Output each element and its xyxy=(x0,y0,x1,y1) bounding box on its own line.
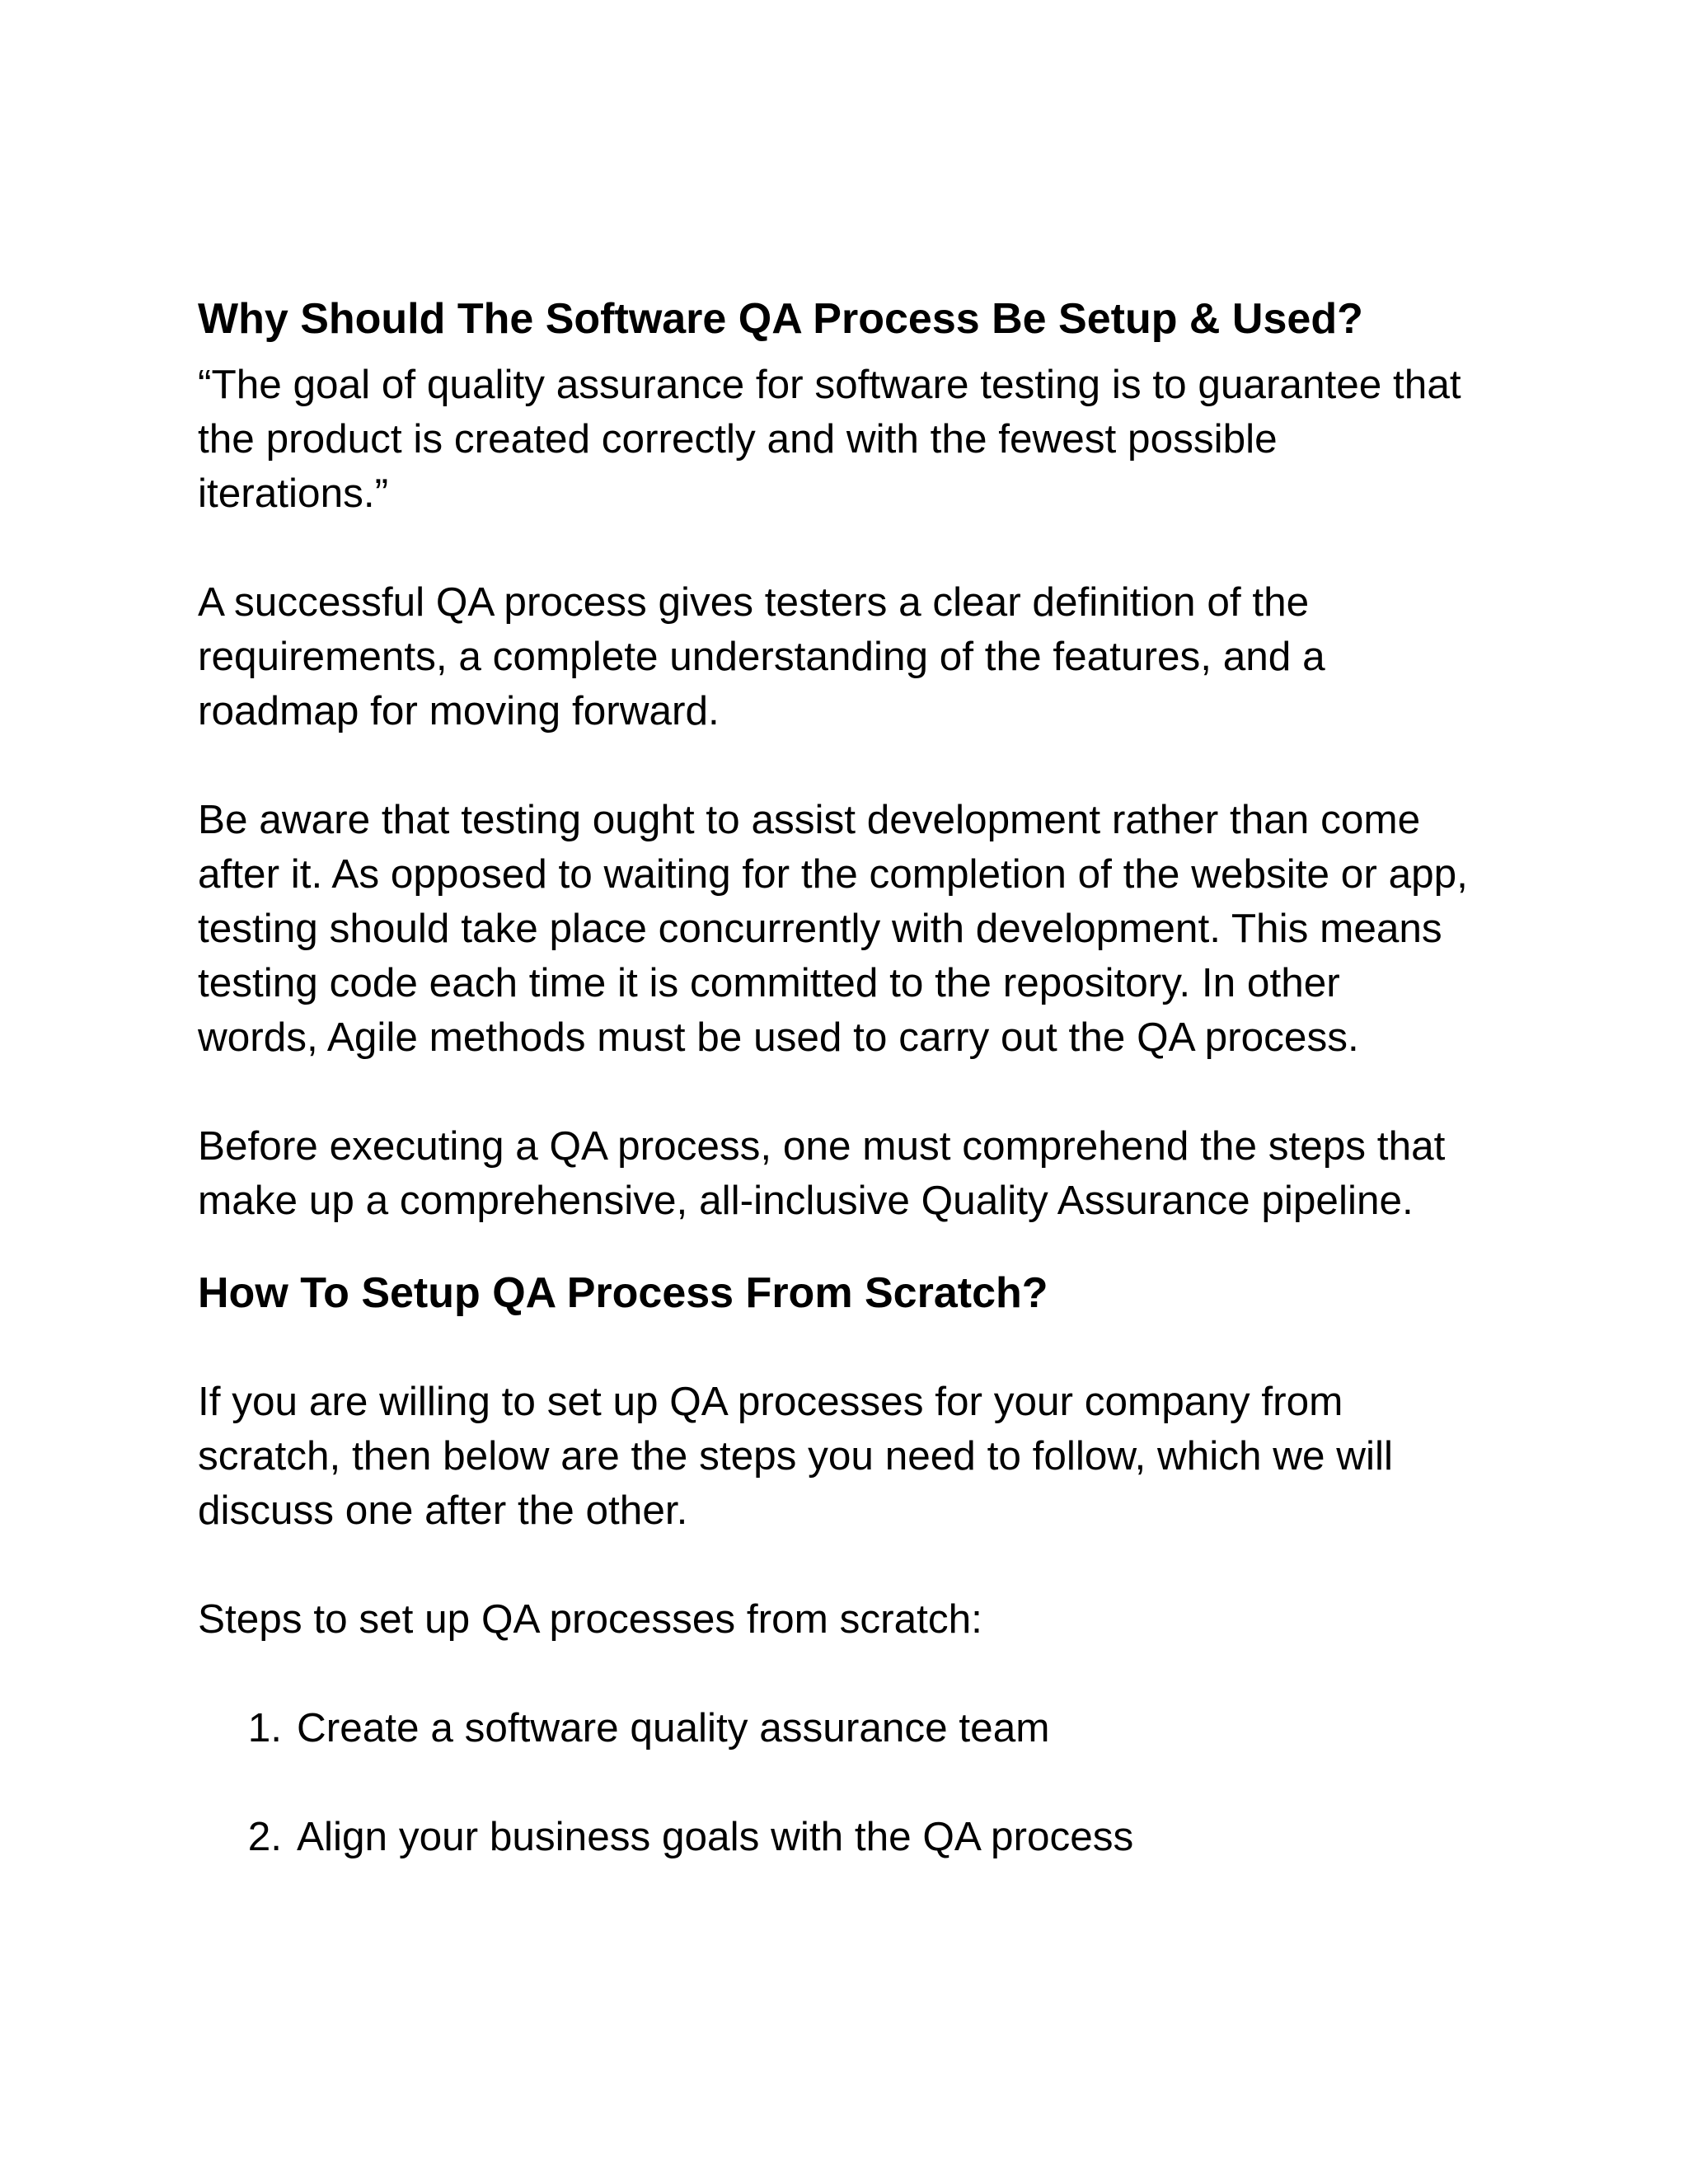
list-item xyxy=(198,1810,1533,1864)
paragraph-testing-development xyxy=(198,793,1533,1065)
paragraph-line: make up a comprehensive, all-inclusive Quality Assurance pipeline. xyxy=(198,1178,1414,1223)
paragraph-before-executing xyxy=(198,1119,1533,1228)
section-heading-how: How To Setup QA Process From Scratch? xyxy=(198,1269,1048,1317)
paragraph-line: roadmap for moving forward. xyxy=(198,688,720,733)
paragraph-line: testing code each time it is committed to the repository. In other xyxy=(198,960,1340,1005)
paragraph-line: discuss one after the other. xyxy=(198,1488,688,1533)
paragraph-successful-qa xyxy=(198,575,1533,738)
list-item-number: 1. xyxy=(247,1705,282,1750)
quote-line: iterations.” xyxy=(198,471,389,516)
quote-line: “The goal of quality assurance for software testing is to guarantee that xyxy=(198,362,1461,407)
paragraph-line: after it. As opposed to waiting for the completion of the website or app, xyxy=(198,851,1468,897)
list-item-text: Align your business goals with the QA process xyxy=(297,1814,1134,1859)
quote-paragraph xyxy=(198,358,1533,521)
paragraph-willing-setup xyxy=(198,1375,1533,1538)
section-heading-why: Why Should The Software QA Process Be Setup & Used? xyxy=(198,295,1363,343)
list-item-number: 2. xyxy=(247,1814,282,1859)
list-item-text: Create a software quality assurance team xyxy=(297,1705,1050,1750)
paragraph-line: requirements, a complete understanding of the features, and a xyxy=(198,634,1325,679)
paragraph-line: Be aware that testing ought to assist development rather than come xyxy=(198,797,1421,842)
paragraph-line: Before executing a QA process, one must comprehend the steps that xyxy=(198,1123,1446,1169)
paragraph-line: scratch, then below are the steps you need to follow, which we will xyxy=(198,1433,1394,1479)
paragraph-line: If you are willing to set up QA processes for your company from xyxy=(198,1379,1343,1424)
paragraph-line: A successful QA process gives testers a clear definition of the xyxy=(198,579,1310,625)
quote-line: the product is created correctly and with the fewest possible xyxy=(198,416,1278,462)
steps-list xyxy=(198,1701,1533,1864)
list-item xyxy=(198,1701,1533,1755)
document-content xyxy=(198,292,1533,1864)
paragraph-line: words, Agile methods must be used to carry out the QA process. xyxy=(198,1015,1359,1060)
steps-intro: Steps to set up QA processes from scratch: xyxy=(198,1596,982,1642)
paragraph-line: testing should take place concurrently with development. This means xyxy=(198,906,1442,951)
